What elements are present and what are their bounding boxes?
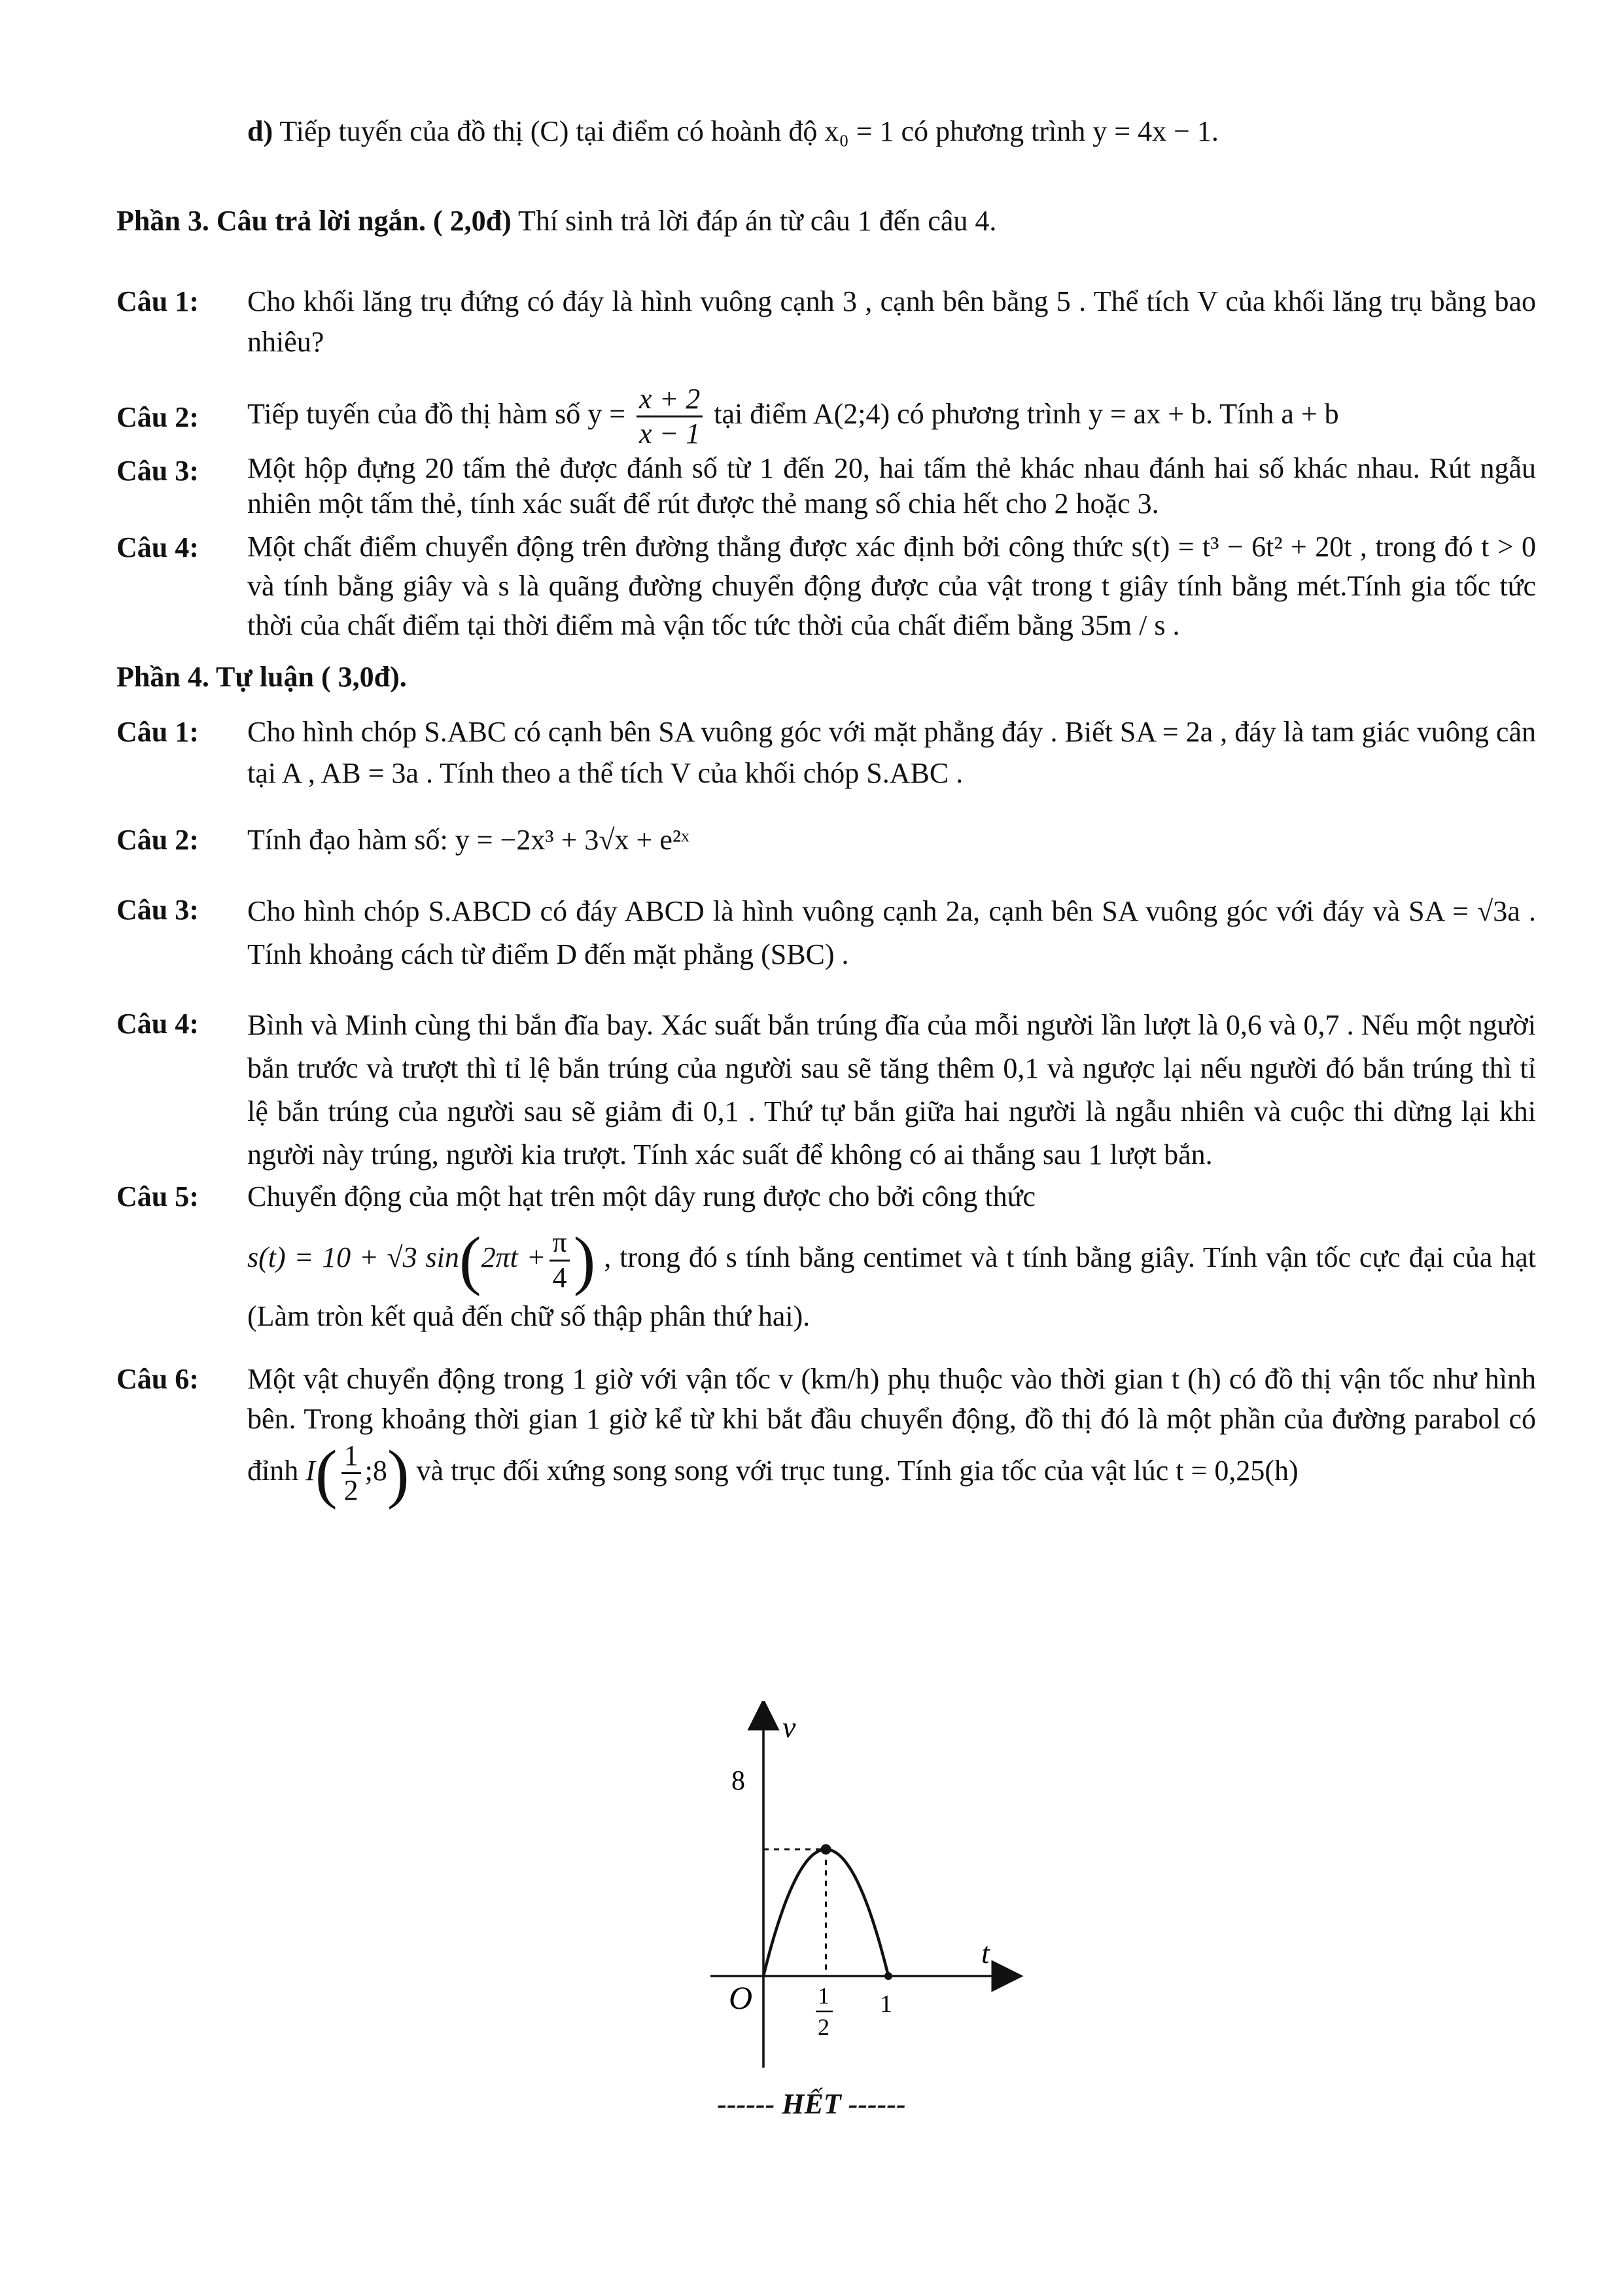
question-formula-line: [247, 1223, 1536, 1339]
question-text: Cho khối lăng trụ đứng có đáy là hình vuông cạnh 3 , cạnh bên bằng 5 . Thể tích V của khối lăng trụ bằng bao nhiêu?: [247, 285, 1536, 359]
part3-instruction: Thí sinh trả lời đáp án từ câu 1 đến câu 4.: [518, 205, 997, 238]
part3-question-3: [116, 451, 1536, 521]
x-tick-one-label: 1: [880, 1990, 892, 2018]
fraction-numerator: 1: [341, 1439, 361, 1475]
part4-question-5: [116, 1176, 1536, 1339]
question-text: [247, 1176, 1536, 1339]
part3-question-2: [116, 383, 1536, 451]
fraction: [637, 383, 703, 451]
question-label: Câu 1:: [116, 716, 199, 749]
open-paren: (: [459, 1223, 481, 1297]
item-d-text: Tiếp tuyến của đồ thị (C) tại điểm có hoành độ x₀ = 1 có phương trình y = 4x − 1.: [279, 115, 1219, 147]
question-label: Câu 2:: [116, 400, 199, 433]
vertex-point: [821, 1844, 831, 1854]
formula-b: 2πt +: [481, 1241, 546, 1274]
question-text-b: tại điểm A(2;4) có phương trình y = ax + b. Tính a + b: [714, 398, 1339, 431]
part4-question-1: [116, 712, 1536, 794]
fraction-denominator: 4: [552, 1261, 567, 1294]
exam-page: [116, 111, 1536, 1508]
question-label: Câu 4:: [116, 1007, 199, 1040]
question-text: Bình và Minh cùng thi bắn đĩa bay. Xác suất bắn trúng đĩa của mỗi người lần lượt là 0,6 và 0,7 . Nếu một người bắn trước và trượt thì tỉ lệ bắn trúng của người sau sẽ tăng thêm 0,1 và ngược lại nếu người đó bắn trúng thì tỉ lệ bắn trúng của người sau sẽ giảm đi 0,1 . Thứ tự bắn giữa hai người là ngẫu nhiên và cuộc thi dừng lại khi người này trúng, người kia trượt. Tính xác suất để không có ai thắng sau 1 lượt bắn.: [247, 1008, 1536, 1171]
open-paren: (: [315, 1436, 338, 1510]
question-text: Một chất điểm chuyển động trên đường thẳng được xác định bởi công thức s(t) = t³ − 6t² + 20t , trong đó t > 0 và tính bằng giây và s là quãng đường chuyển động được của vật trong t giây tính bằng mét.Tính gia tốc tức thời của chất điểm tại thời điểm mà vận tốc tức thời của chất điểm bằng 35m / s .: [247, 531, 1536, 642]
question-text: Tính đạo hàm số: y = −2x³ + 3√x + e²ˣ: [247, 824, 689, 857]
part4-heading-line: [116, 657, 1536, 698]
part4-question-4: [116, 1004, 1536, 1176]
question-text: Một hộp đựng 20 tấm thẻ được đánh số từ 1 đến 20, hai tấm thẻ khác nhau đánh hai số khác nhau. Rút ngẫu nhiên một tấm thẻ, tính xác suất để rút được thẻ mang số chia hết cho 2 hoặc 3.: [247, 452, 1536, 520]
x-tick-half-numerator: 1: [818, 1983, 829, 2009]
part4-question-3: [116, 890, 1536, 976]
close-paren: ): [387, 1436, 410, 1510]
velocity-graph: [700, 1701, 1027, 2133]
vertex-name: I: [305, 1454, 315, 1487]
footer-end-mark: ------ HẾT ------: [717, 2088, 906, 2120]
item-d: [116, 111, 1536, 152]
x-tick-half-denominator: 2: [818, 2014, 829, 2040]
origin-label: O: [729, 1979, 753, 2016]
v-axis-label: v: [782, 1710, 796, 1744]
t-axis-label: t: [981, 1936, 990, 1969]
question-text: [247, 383, 1536, 451]
vertex-coord: ;8: [364, 1454, 387, 1487]
end-point: [884, 1972, 892, 1980]
part3-question-1: [116, 281, 1536, 363]
question-label: Câu 3:: [116, 455, 199, 487]
fraction-numerator: x + 2: [637, 383, 703, 418]
close-paren: ): [573, 1223, 596, 1297]
part3-heading-line: [116, 201, 1536, 241]
question-label: Câu 1:: [116, 285, 199, 317]
part4-question-2: [116, 820, 1536, 860]
question-label: Câu 6:: [116, 1362, 199, 1395]
question-text: Cho hình chóp S.ABCD có đáy ABCD là hình vuông cạnh 2a, cạnh bên SA vuông góc với đáy và SA = √3a . Tính khoảng cách từ điểm D đến mặt phẳng (SBC) .: [247, 894, 1536, 970]
question-text-a: Một vật chuyển động trong 1 giờ với vận tốc v (km/h) phụ thuộc vào thời gian t (h) có đồ thị vận tốc như hình bên. Trong khoảng thời gian 1 giờ kể từ khi bắt đầu chuyển động, đồ thị đó là một phần của đường parabol có đỉnh: [247, 1362, 1536, 1487]
part3-question-4: [116, 527, 1536, 645]
fraction-denominator: x − 1: [639, 417, 701, 450]
part4-heading: Phần 4. Tự luận ( 3,0đ).: [116, 660, 407, 693]
y-tick-label: 8: [731, 1766, 745, 1796]
question-text: Cho hình chóp S.ABC có cạnh bên SA vuông góc với mặt phẳng đáy . Biết SA = 2a , đáy là tam giác vuông cân tại A , AB = 3a . Tính theo a thể tích V của khối chóp S.ABC .: [247, 716, 1536, 789]
question-label: Câu 3:: [116, 893, 199, 926]
question-text-b: và trục đối xứng song song với trục tung. Tính gia tốc của vật lúc t = 0,25(h): [416, 1454, 1299, 1487]
fraction: [341, 1439, 361, 1508]
part3-heading: Phần 3. Câu trả lời ngắn. ( 2,0đ): [116, 205, 512, 238]
question-label: Câu 5:: [116, 1180, 199, 1212]
item-d-label: d): [247, 115, 273, 147]
fraction: [550, 1226, 569, 1294]
fraction-numerator: π: [550, 1226, 569, 1262]
formula-a: s(t) = 10 + √3 sin: [247, 1241, 459, 1274]
question-text: [247, 1359, 1536, 1508]
question-text-a: Tiếp tuyến của đồ thị hàm số y =: [247, 398, 626, 431]
question-label: Câu 4:: [116, 531, 199, 564]
question-label: Câu 2:: [116, 824, 199, 857]
fraction-denominator: 2: [343, 1474, 358, 1507]
question-text-a: Chuyển động của một hạt trên một dây rung được cho bởi công thức: [247, 1180, 1036, 1212]
question-text-b: , trong đó s tính bằng centimet và t tính bằng giây. Tính vận tốc cực đại của hạt (Làm tròn kết quả đến chữ số thập phân thứ hai).: [247, 1241, 1536, 1333]
part4-question-6: [116, 1359, 1536, 1508]
